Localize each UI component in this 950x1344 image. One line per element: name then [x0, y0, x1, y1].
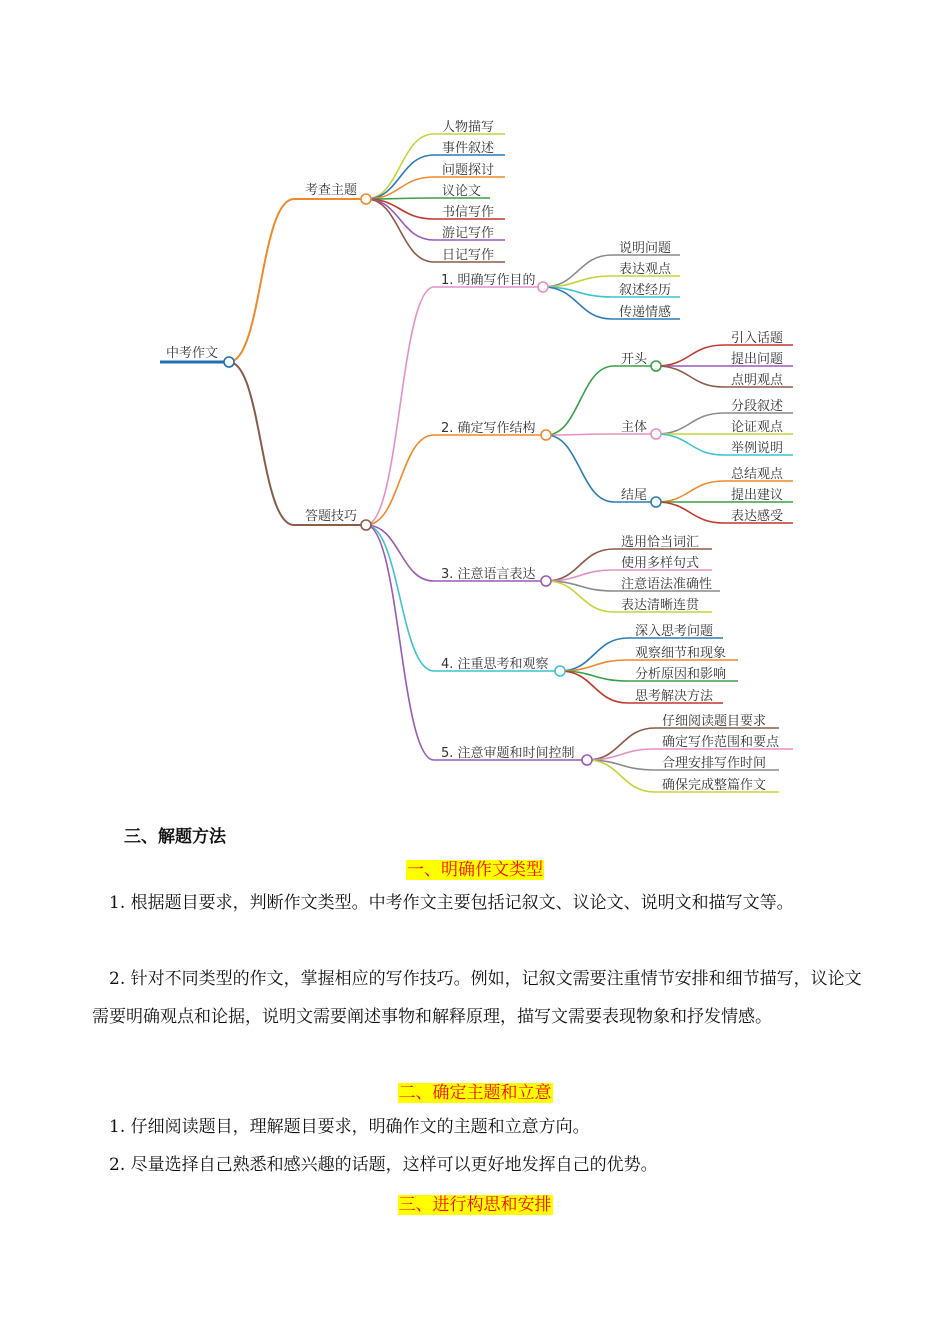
- paragraph: 1. 仔细阅读题目，理解题目要求，明确作文的主题和立意方向。: [109, 1117, 590, 1137]
- branch-label-topics: 考查主题: [305, 183, 358, 198]
- leaf: 点明观点: [731, 373, 784, 388]
- heading-structure: [0, 1190, 950, 1215]
- node-dot-part1: [651, 361, 661, 371]
- leaf-topic: 事件叙述: [442, 141, 495, 156]
- leaf: 总结观点: [731, 467, 784, 482]
- node-dot-sub2: [541, 430, 551, 440]
- leaf: 使用多样句式: [621, 556, 700, 571]
- paragraph: 2. 针对不同类型的作文，掌握相应的写作技巧。例如，记叙文需要注重情节安排和细节描写，议论文需要明确观点和论据，说明文需要阐述事物和解释原理，描写文需要表现物象和抒发情感。: [92, 969, 862, 1027]
- leaf: 引入话题: [731, 331, 784, 346]
- leaf-topic: 议论文: [442, 184, 482, 199]
- leaf: 提出问题: [731, 352, 784, 367]
- paragraph: 2. 尽量选择自己熟悉和感兴趣的话题，这样可以更好地发挥自己的优势。: [109, 1155, 658, 1175]
- leaf: 说明问题: [619, 241, 672, 256]
- paragraph: 1. 根据题目要求，判断作文类型。中考作文主要包括记叙文、议论文、说明文和描写文等。: [109, 893, 794, 913]
- node-dot-root: [224, 357, 234, 367]
- leaf-topic: 日记写作: [442, 248, 495, 263]
- heading-text: 一、明确作文类型: [407, 860, 543, 880]
- leaf: 确保完成整篇作文: [662, 778, 767, 793]
- leaf: 表达清晰连贯: [621, 598, 700, 613]
- leaf: 传递情感: [619, 305, 672, 320]
- heading-text: 三、进行构思和安排: [398, 1195, 552, 1215]
- heading-theme: [0, 1078, 950, 1103]
- node-dot-part3: [651, 497, 661, 507]
- node-dot-branch2: [361, 520, 371, 530]
- leaf: 叙述经历: [619, 283, 672, 298]
- leaf: 深入思考问题: [635, 624, 714, 639]
- mindmap-root: 中考作文: [166, 346, 219, 361]
- part-label: 开头: [621, 352, 648, 367]
- leaf-topic: 人物描写: [442, 120, 495, 135]
- node-dot-sub5: [582, 755, 592, 765]
- leaf-topic: 问题探讨: [442, 163, 495, 178]
- sub-label: 4. 注重思考和观察: [441, 657, 549, 672]
- part-label: 主体: [621, 420, 648, 435]
- leaf: 论证观点: [731, 420, 784, 435]
- leaf: 分析原因和影响: [635, 667, 727, 682]
- leaf: 举例说明: [731, 441, 784, 456]
- node-dot-sub3: [541, 576, 551, 586]
- sub-label: 1. 明确写作目的: [441, 273, 536, 288]
- heading-text: 二、确定主题和立意: [398, 1083, 552, 1103]
- part-label: 结尾: [621, 488, 648, 503]
- leaf: 合理安排写作时间: [662, 756, 767, 771]
- leaf: 选用恰当词汇: [621, 535, 700, 550]
- leaf: 注意语法准确性: [621, 577, 713, 592]
- leaf: 分段叙述: [731, 399, 784, 414]
- leaf: 仔细阅读题目要求: [662, 714, 767, 729]
- node-dot-sub1: [538, 282, 548, 292]
- node-dot-sub4: [555, 666, 565, 676]
- heading-essay-type: [0, 855, 950, 880]
- sub-label: 3. 注意语言表达: [441, 567, 536, 582]
- branch-label-skills: 答题技巧: [305, 509, 358, 524]
- node-dot-part2: [651, 429, 661, 439]
- leaf-topic: 游记写作: [442, 226, 495, 241]
- leaf: 确定写作范围和要点: [662, 735, 780, 750]
- sub-label: 5. 注意审题和时间控制: [441, 746, 575, 761]
- sub-label: 2. 确定写作结构: [441, 421, 536, 436]
- leaf: 思考解决方法: [635, 689, 714, 704]
- section-title: 三、解题方法: [124, 827, 226, 847]
- leaf: 提出建议: [731, 488, 784, 503]
- leaf: 表达感受: [731, 509, 784, 524]
- node-dot-branch1: [361, 194, 371, 204]
- leaf: 观察细节和现象: [635, 646, 727, 661]
- leaf: 表达观点: [619, 262, 672, 277]
- leaf-topic: 书信写作: [442, 205, 495, 220]
